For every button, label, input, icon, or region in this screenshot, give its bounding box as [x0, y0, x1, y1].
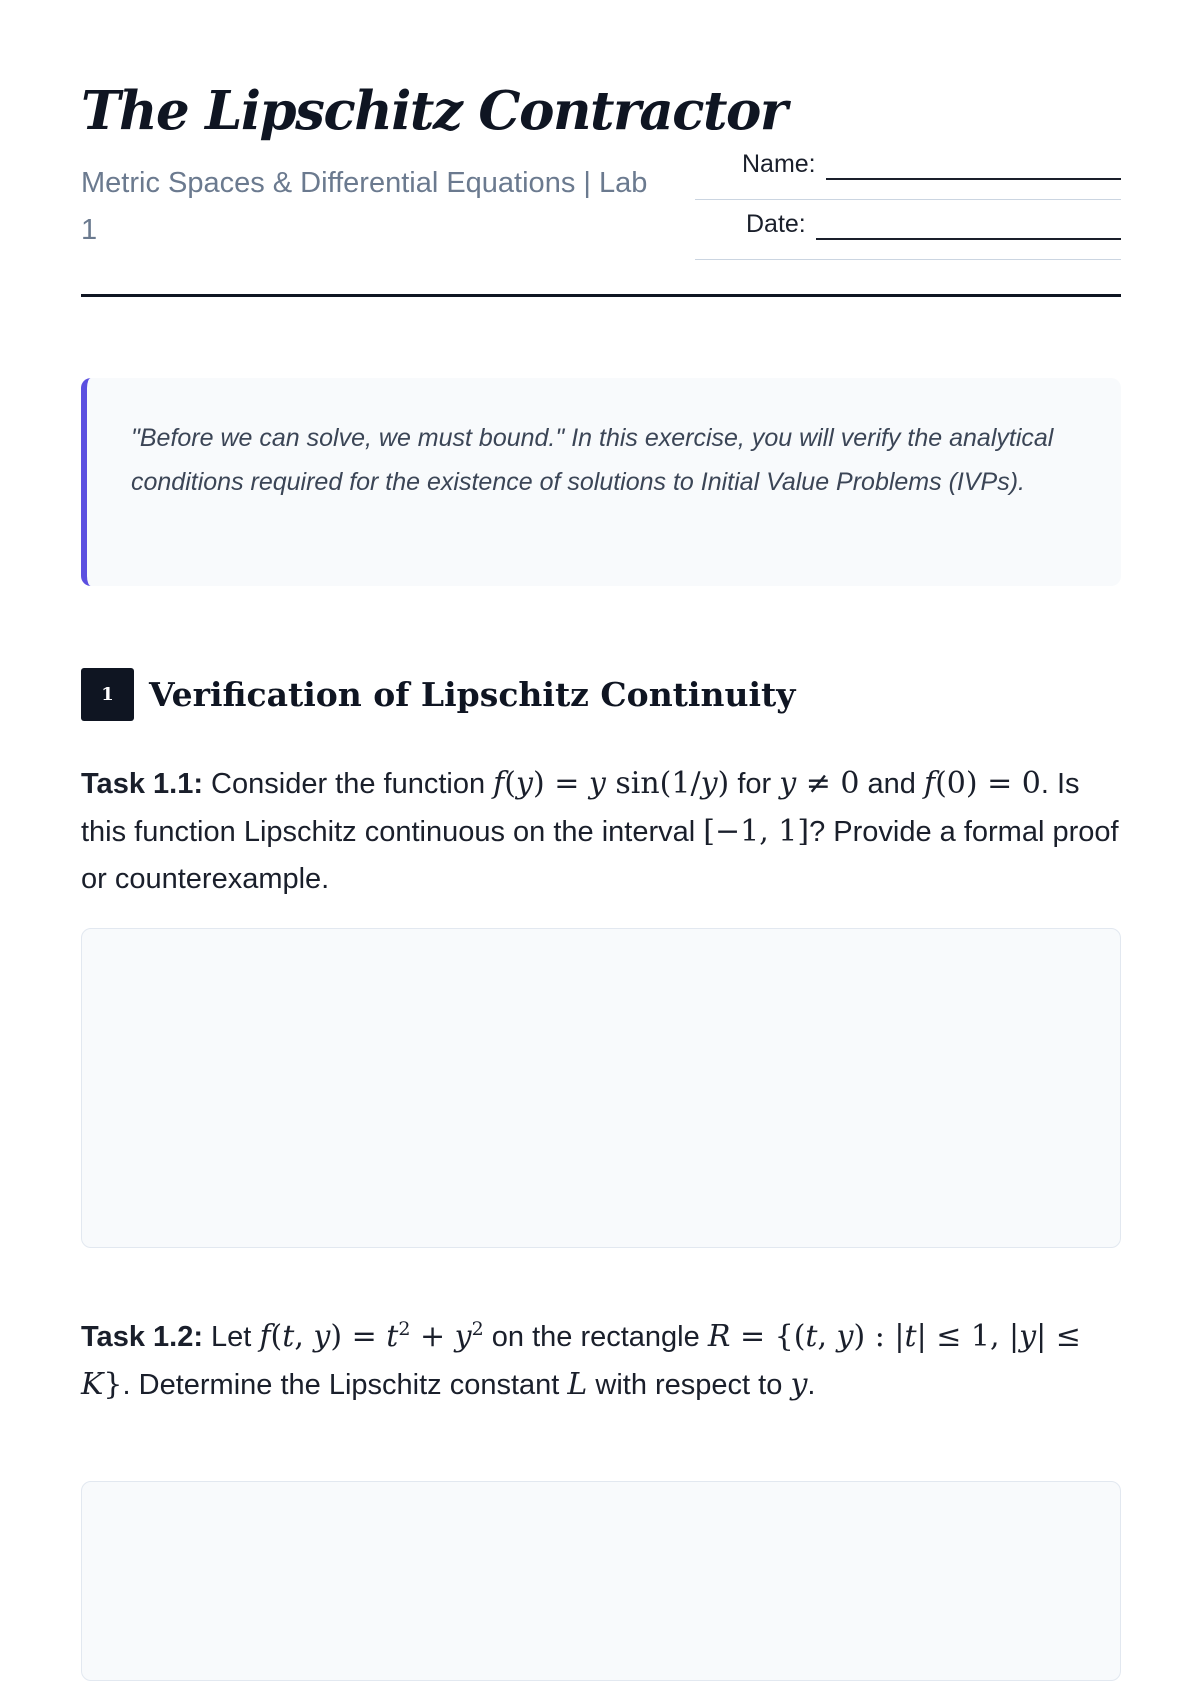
section-heading	[81, 668, 795, 721]
answer-box-1-1[interactable]	[81, 928, 1121, 1248]
task-1-1	[81, 760, 1121, 903]
worksheet-page	[81, 0, 1121, 1402]
name-label: Name:	[742, 150, 816, 178]
task-math: f(t, $y) = t^2 + y^2$	[259, 1318, 484, 1354]
task-text: Consider the function	[211, 768, 486, 800]
task-text: ? Provide a formal proof or counterexample.	[81, 816, 1119, 895]
task-math: L	[567, 1367, 588, 1402]
task-text: . Is this function Lipschitz continuous on the interval	[81, 768, 1080, 848]
task-math: y	[790, 1367, 808, 1402]
date-blank[interactable]	[816, 238, 1121, 240]
date-label: Date:	[746, 210, 806, 238]
task-text: on the rectangle	[491, 1321, 700, 1353]
task-text: .	[807, 1369, 816, 1401]
task-text: for	[737, 768, 772, 800]
task-math: [−1, 1]	[703, 814, 810, 849]
section-title: Verification of Lipschitz Continuity	[149, 675, 796, 714]
intro-callout: "Before we can solve, we must bound." In this exercise, you will verify the analytical conditions required for the existence of solutions to Initial Value Problems (IVPs).	[81, 378, 1121, 586]
worksheet-header	[81, 0, 1121, 300]
task-label: Task 1.2:	[81, 1321, 203, 1353]
section-number-badge: 1	[81, 668, 134, 721]
name-blank[interactable]	[826, 178, 1121, 180]
name-row	[695, 140, 1121, 200]
task-math: y ≠ 0	[779, 766, 860, 801]
task-text: with respect to	[595, 1369, 783, 1401]
task-text: . Determine the Lipschitz constant	[122, 1369, 560, 1401]
course-subtitle: Metric Spaces & Differential Equations | Lab 1	[81, 167, 648, 246]
page-title: The Lipschitz Contractor	[81, 80, 787, 142]
answer-box-1-2[interactable]	[81, 1481, 1121, 1681]
task-1-2	[81, 1313, 1121, 1409]
task-text: Let	[211, 1321, 252, 1353]
task-label: Task 1.1:	[81, 768, 203, 800]
task-math: R = {(t, y) : |t| ≤ 1, |y| ≤ K}	[81, 1319, 1081, 1402]
student-info	[695, 140, 1121, 260]
task-text: and	[867, 768, 916, 800]
task-math: f(0) = 0	[923, 766, 1041, 801]
date-row	[695, 200, 1121, 260]
header-divider	[81, 294, 1121, 297]
task-math: f(y) = y sin(1/y)	[493, 766, 730, 801]
